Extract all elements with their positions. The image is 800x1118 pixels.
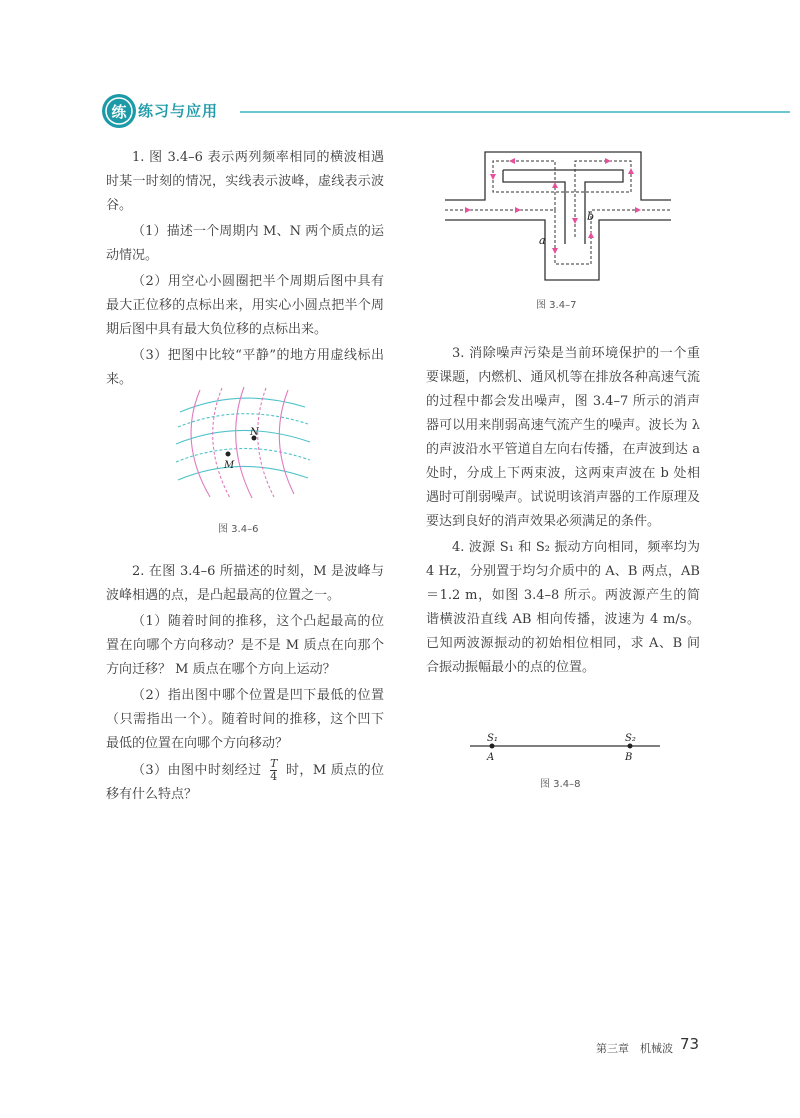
label-s2: S₂ bbox=[625, 733, 636, 744]
muffler-inner-left-arm bbox=[503, 170, 565, 244]
q2-part2: （2）指出图中哪个位置是凹下最低的位置（只需指出一个）。随着时间的推移，这个凹下最低的位置在向哪个方向移动？ bbox=[106, 688, 384, 751]
page-number: 73 bbox=[680, 1035, 700, 1053]
label-a: a bbox=[539, 234, 546, 247]
label-b: b bbox=[587, 210, 595, 223]
fig-3-4-6-caption: 图 3.4–6 bbox=[218, 524, 259, 535]
wave-b-crest-3 bbox=[279, 390, 294, 494]
point-m bbox=[226, 452, 231, 457]
arrow-3 bbox=[552, 182, 558, 188]
q2-part3 bbox=[106, 758, 384, 807]
q1-part2: （2）用空心小圆圈把半个周期后图中具有最大正位移的点标出来，用实心小圆点把半个周期后图中具有最大负位移的点标出来。 bbox=[106, 274, 384, 337]
fraction-denominator: 4 bbox=[270, 770, 278, 783]
label-a-point: A bbox=[487, 752, 495, 763]
logo-glyph: 练 bbox=[111, 103, 127, 121]
q2-part3-before: （3）由图中时刻经过 bbox=[132, 763, 262, 778]
arrow-11 bbox=[635, 207, 641, 213]
q3-text: 3. 消除噪声污染是当前环境保护的一个重要课题，内燃机、通风机等在排放各种高速气流的过程中都会发出噪声，图 3.4–7 所示的消声器可以用来削弱高速气流产生的噪声。波长为 λ 的声波沿水平管道自左向右传播，在声波到达 a 处时，分成上下两束波，这两束声波在 b 处相遇时可削弱噪声。试说明该消声器的工作原理及要达到良好的消声效果必须满足的条件。 bbox=[426, 346, 700, 529]
wave-a-trough-1 bbox=[178, 414, 308, 427]
label-m: M bbox=[224, 460, 235, 471]
q1-intro: 1. 图 3.4–6 表示两列频率相同的横波相遇时某一时刻的情况，实线表示波峰，虚线表示波谷。 bbox=[106, 150, 384, 213]
arrow-5 bbox=[490, 174, 496, 180]
q1-part1: （1）描述一个周期内 M、N 两个质点的运动情况。 bbox=[106, 224, 384, 263]
wave-b-crest-2 bbox=[236, 387, 252, 498]
section-header bbox=[100, 92, 790, 132]
arrow-10 bbox=[588, 232, 594, 238]
wave-a-trough-2 bbox=[176, 448, 310, 462]
wave-a-crest-1 bbox=[180, 398, 305, 412]
arrow-7 bbox=[628, 168, 634, 174]
wave-b-crest-1 bbox=[191, 390, 210, 497]
path-upper-loop bbox=[493, 161, 631, 238]
fig-3-4-8-caption: 图 3.4–8 bbox=[540, 779, 581, 790]
wave-b-trough-1 bbox=[213, 388, 230, 498]
point-a bbox=[490, 744, 495, 749]
arrow-9 bbox=[552, 248, 558, 254]
left-column-q2 bbox=[106, 560, 384, 809]
figure-3-4-7 bbox=[445, 148, 675, 284]
muffler-inner-top-bar bbox=[503, 170, 623, 244]
label-s1: S₁ bbox=[487, 733, 498, 744]
figure-3-4-6 bbox=[170, 382, 315, 502]
arrow-8 bbox=[572, 218, 578, 224]
q4-text: 4. 波源 S₁ 和 S₂ 振动方向相同，频率均为 4 Hz，分别置于均匀介质中的 A、B 两点，AB＝1.2 m，如图 3.4–8 所示。两波源产生的简谐横波沿直线 AB 相向传播，波速为 4 m/s。已知两波源振动的初始相位相同，求 A、B 间合振动振幅最小的点的位置。 bbox=[426, 540, 700, 675]
arrow-6 bbox=[605, 158, 611, 164]
fraction-t-over-4 bbox=[270, 758, 277, 783]
section-title: 练习与应用 bbox=[138, 102, 219, 120]
fig-3-4-7-caption: 图 3.4–7 bbox=[536, 300, 577, 311]
right-column bbox=[426, 342, 700, 682]
arrow-4 bbox=[509, 158, 515, 164]
q2-part3-after: 时，M 质点的位移有什么特点？ bbox=[106, 763, 384, 802]
footer-chapter: 第三章 机械波 bbox=[596, 1042, 673, 1055]
flow-arrows bbox=[465, 158, 641, 254]
label-b-point: B bbox=[625, 752, 633, 763]
fraction-numerator: T bbox=[270, 757, 278, 770]
q2-part1: （1）随着时间的推移，这个凸起最高的位置在向哪个方向移动？是不是 M 质点在向那个方向迁移？ M 质点在哪个方向上运动？ bbox=[106, 614, 384, 677]
left-column-q1 bbox=[106, 146, 384, 394]
q1-part3: （3）把图中比较“平静”的地方用虚线标出来。 bbox=[106, 348, 384, 387]
point-b bbox=[628, 744, 633, 749]
header-rule bbox=[240, 111, 790, 113]
muffler-lower-wall-left bbox=[445, 220, 671, 280]
wave-a-crest-2 bbox=[176, 430, 310, 444]
arrow-1 bbox=[465, 207, 471, 213]
wave-b-trough-2 bbox=[258, 388, 274, 497]
exercise-logo-icon bbox=[100, 92, 138, 130]
arrow-2 bbox=[515, 207, 521, 213]
label-n: N bbox=[250, 427, 259, 438]
q2-intro: 2. 在图 3.4–6 所描述的时刻，M 是波峰与波峰相遇的点，是凸起最高的位置之一。 bbox=[106, 564, 384, 603]
muffler-outer-wall bbox=[445, 152, 671, 200]
figure-3-4-8 bbox=[470, 730, 665, 770]
